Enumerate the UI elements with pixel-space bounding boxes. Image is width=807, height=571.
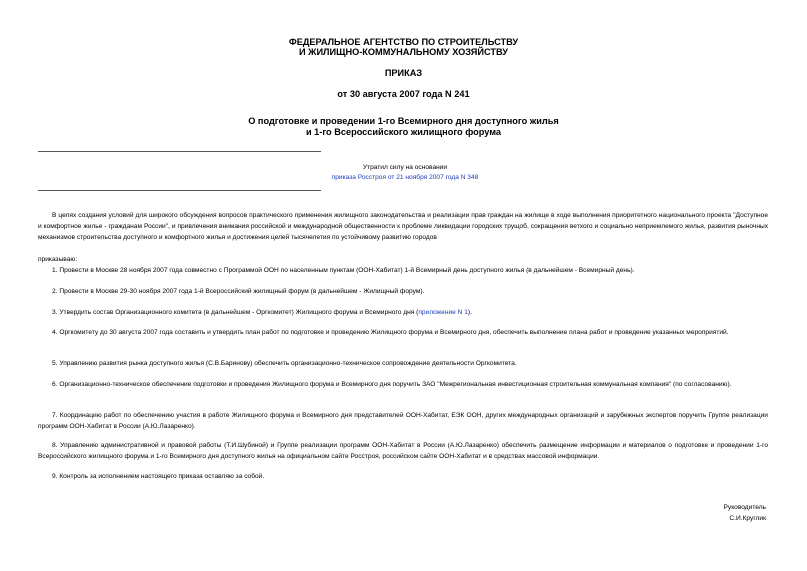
signatory-name: С.И.Круглик — [729, 515, 766, 522]
order-word: приказываю: — [38, 256, 78, 263]
order-item-5: 5. Управлению развития рынка доступного жилья (С.В.Баринову) обеспечить организационно-техническое сопровождение деятельности Оргкомитета. — [52, 360, 517, 367]
appendix-link[interactable]: приложение N 1 — [418, 309, 468, 316]
order-item-7: 7. Координацию работ по обеспечению участия в работе Жилищного форума и Всемирного дня представителей ООН-Хабитат, ЕЭК ООН, других международных организаций и зарубежных экспертов поручить Группе реализации программ ООН-Хабитат в России (А.Ю.Лазаренко). — [38, 412, 768, 431]
agency-name-line2: И ЖИЛИЩНО-КОММУНАЛЬНОМУ ХОЗЯЙСТВУ — [298, 47, 508, 57]
order-item-1: 1. Провести в Москве 28 ноября 2007 года совместно с Программой ООН по населенным пунктам (ООН-Хабитат) 1-й Всемирный день доступного жилья (в дальнейшем - Всемирный день). — [52, 267, 635, 274]
document-type: ПРИКАЗ — [384, 68, 423, 78]
order-item-3-end: ). — [467, 309, 472, 316]
order-item-6: 6. Организационно-техническое обеспечение подготовки и проведения Жилищного форума и Всемирного дня поручить ЗАО "Межрегиональная инвестиционная строительная коммунальная компания" (по согласованию). — [52, 381, 732, 388]
signature-block — [724, 502, 766, 524]
order-item-2: 2. Провести в Москве 29-30 ноября 2007 года 1-й Всероссийский жилищный форум (в дальнейшем - Жилищный форум). — [52, 288, 425, 295]
document-date-number: от 30 августа 2007 года N 241 — [337, 89, 470, 99]
signatory-position: Руководитель — [723, 504, 766, 511]
divider-bottom — [38, 190, 321, 191]
document-title-line2: и 1-го Всероссийского жилищного форума — [305, 127, 501, 137]
repeal-note-text: Утратил силу на основании — [362, 164, 448, 171]
preamble-paragraph: В целях создания условий для широкого обсуждения вопросов практического применения жилищного законодательства и реализации прав граждан на жилище в ходе выполнения приоритетного национального проекта "Доступное и комфортное жилье - гражданам России", и привлечения внимания российской и международной общественности к проблеме ликвидации городских трущоб, сокращения ветхого и социально неприемлемого жилья, развития рыночных механизмов строительства доступного и комфортного жилья и достижения целей тысячелетия по устойчивому развитию городов — [38, 212, 768, 242]
order-item-3 — [38, 307, 768, 318]
document-title-line1: О подготовке и проведении 1-го Всемирного дня доступного жилья — [248, 116, 559, 126]
order-item-9: 9. Контроль за исполнением настоящего приказа оставляю за собой. — [52, 473, 265, 480]
repeal-note — [300, 163, 510, 183]
order-item-3-text: 3. Утвердить состав Организационного комитета (в дальнейшем - Оргкомитет) Жилищного форума и Всемирного дня ( — [52, 309, 419, 316]
divider-top — [38, 151, 321, 152]
agency-name-line1: ФЕДЕРАЛЬНОЕ АГЕНТСТВО ПО СТРОИТЕЛЬСТВУ — [288, 37, 519, 47]
order-item-8: 8. Управлению административной и правовой работы (Т.И.Шубиной) и Группе реализации программ ООН-Хабитат в России (А.Ю.Лазаренко) обеспечить размещение информации и материалов о подготовке и проведении 1-го Всероссийского жилищного форума и 1-го Всемирного дня доступного жилья на официальном сайте Росстроя, российском сайте ООН-Хабитат и в средствах массовой информации. — [38, 442, 768, 461]
order-item-4: 4. Оргкомитету до 30 августа 2007 года составить и утвердить план работ по подготовке и проведению Жилищного форума и Всемирного дня, обеспечить выполнение плана работ и проведение указанных мероприятий. — [52, 329, 729, 336]
repeal-order-link[interactable]: приказа Росстроя от 21 ноября 2007 года N 348 — [331, 174, 479, 181]
